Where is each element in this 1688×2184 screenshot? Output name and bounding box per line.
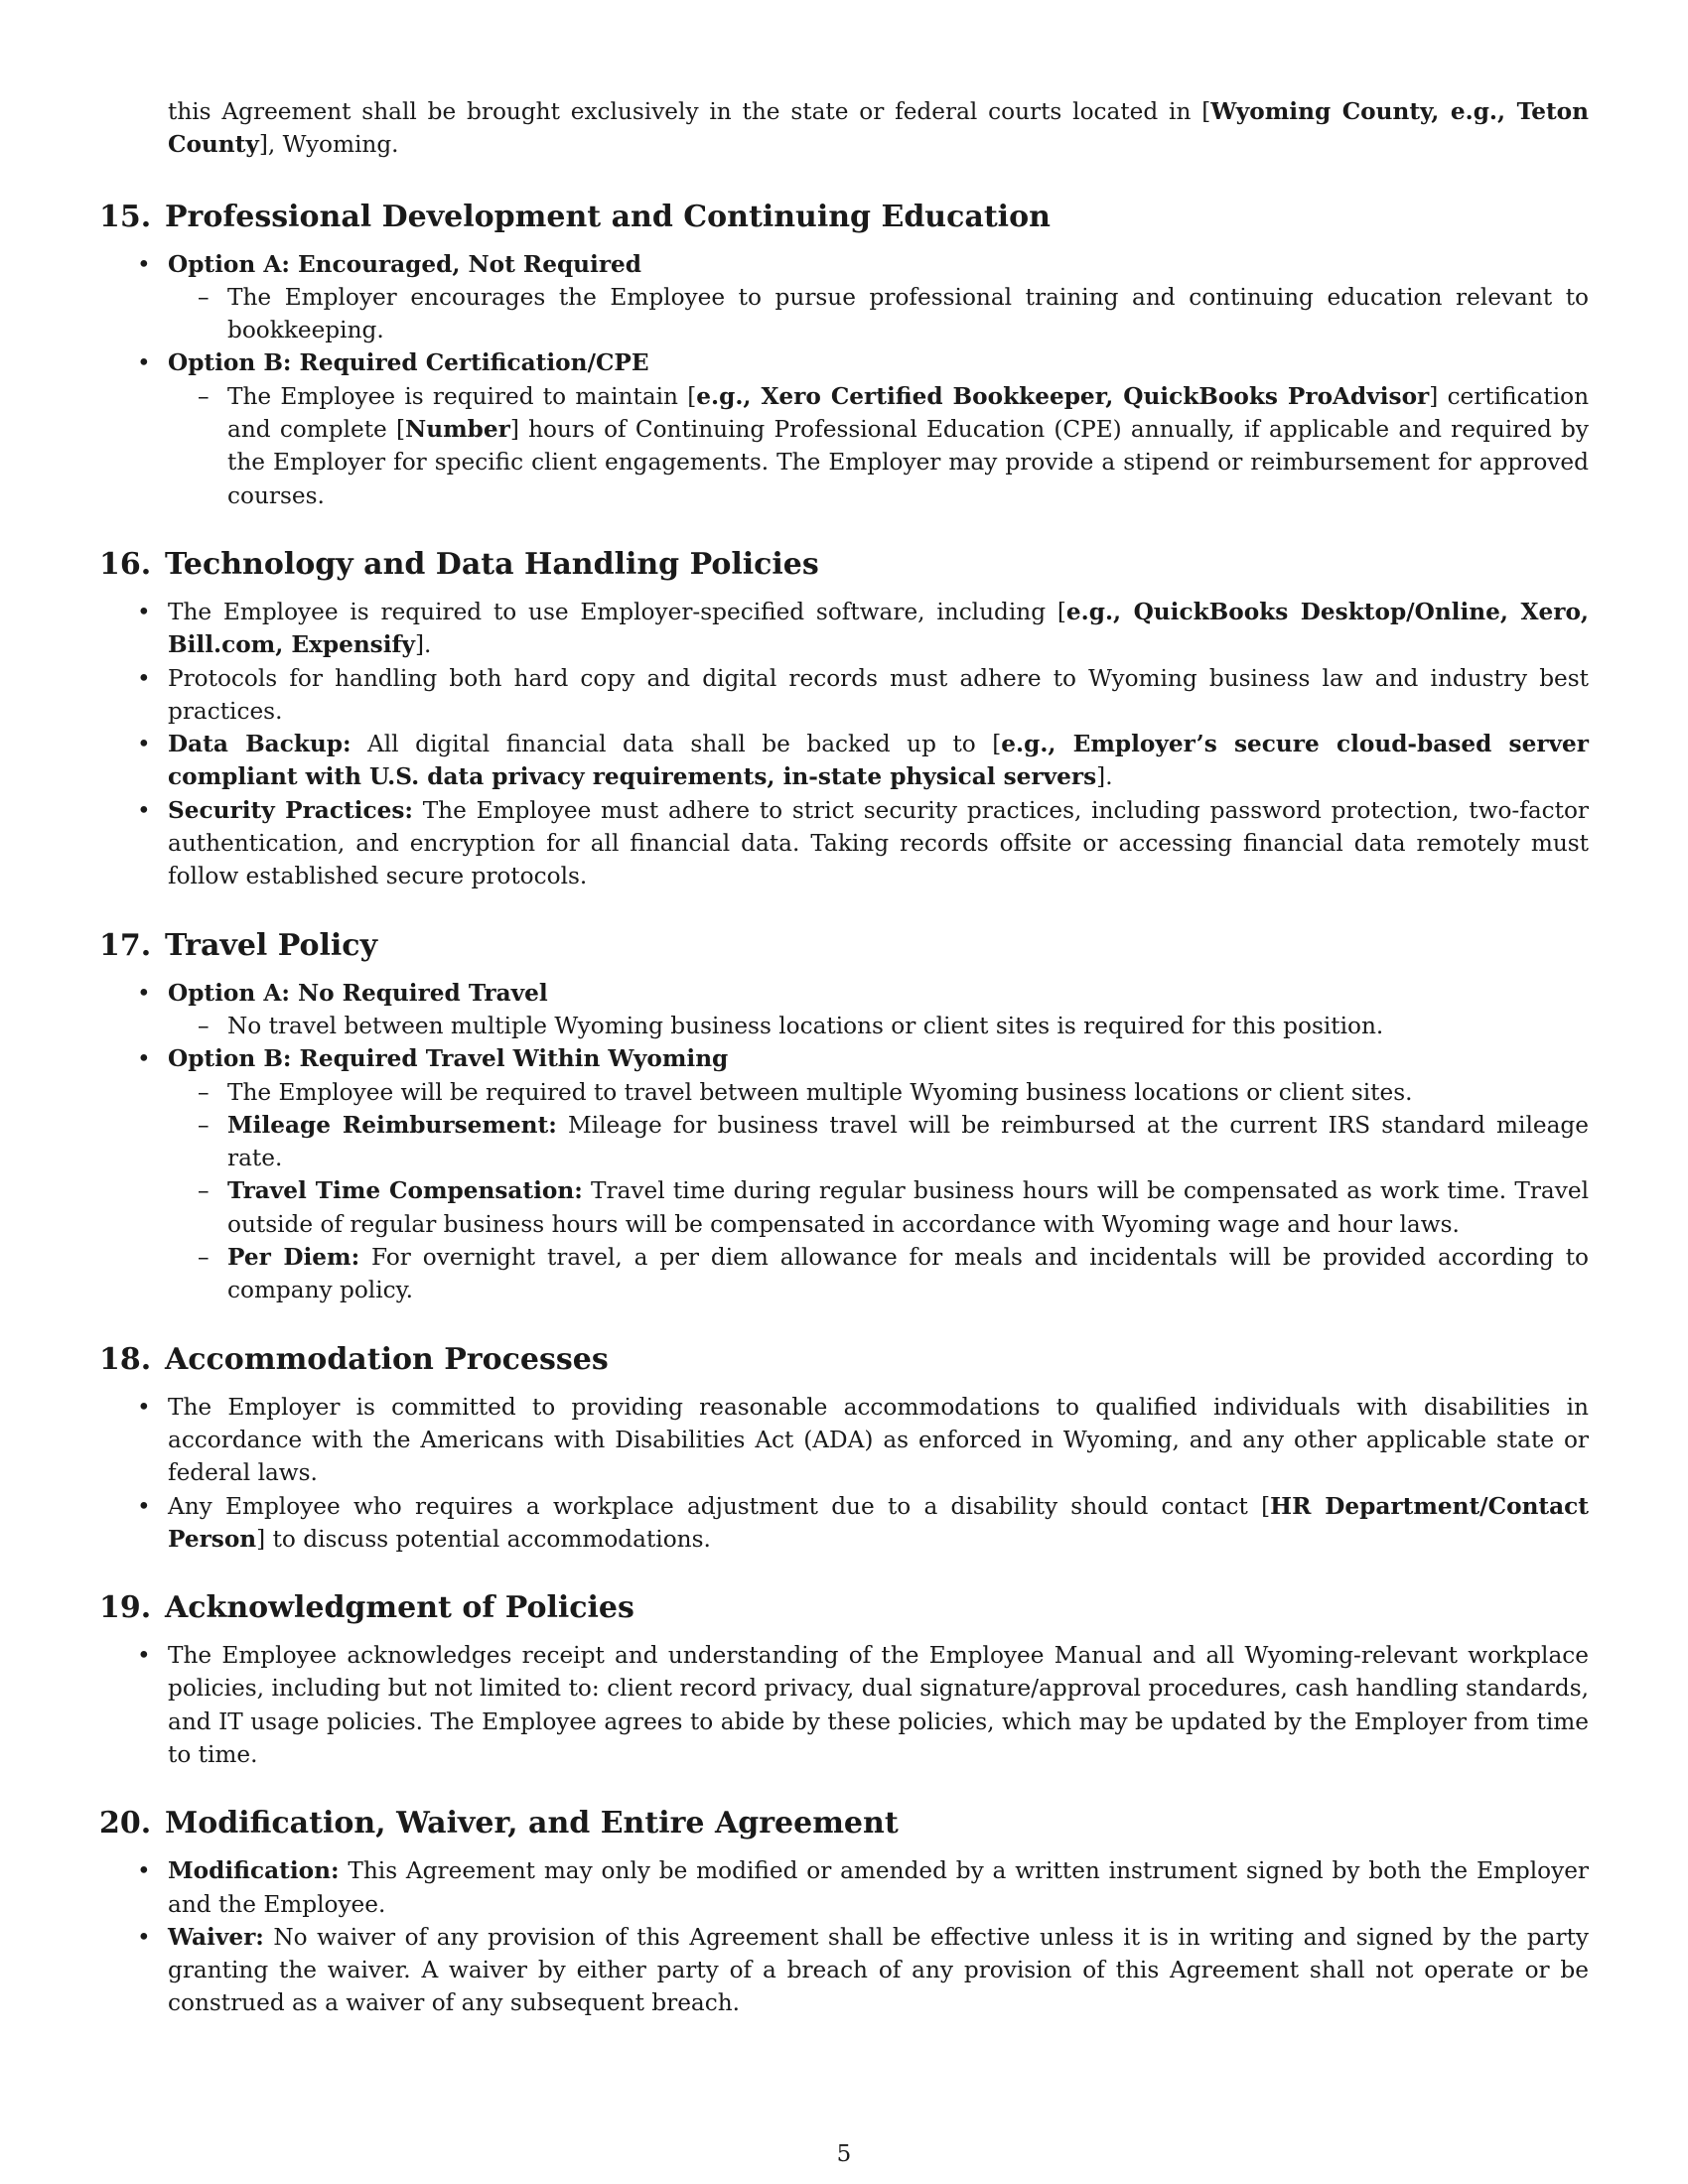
text-span: No waiver of any provision of this Agreement shall be effective unless it is in writing and signed by the party granting the waiver. A waiver by either party of a breach of any provision of this Agreement shall not operate or be construed as a waiver of any subsequent breach. — [168, 1923, 1589, 2017]
placeholder-bold: e.g., Employer’s secure cloud-based server compliant with U.S. data privacy requirements, in-state physical servers — [168, 731, 1589, 791]
text-span: this Agreement shall be brought exclusively in the state or federal courts located in [ — [168, 98, 1211, 125]
option-label: Option B: Required Certification/CPE — [168, 349, 649, 377]
section-title: Acknowledgment of Policies — [165, 1590, 634, 1626]
text-span: This Agreement may only be modified or amended by a written instrument signed by both the Employer and the Employee. — [168, 1857, 1589, 1918]
text-span: ]. — [1096, 763, 1113, 791]
text-span: Travel time during regular business hours will be compensated as work time. Travel outside of regular business hours will be compensated in accordance with Wyoming wage and hour laws. — [227, 1177, 1589, 1238]
list-item — [99, 1042, 1589, 1306]
section-19 — [99, 1588, 1589, 1771]
text-span: All digital financial data shall be backed up to [ — [351, 731, 1002, 758]
sub-list-item — [168, 1076, 1589, 1109]
section-title: Travel Policy — [165, 927, 377, 963]
sub-list — [168, 380, 1589, 512]
section-title: Accommodation Processes — [165, 1341, 609, 1377]
sub-list-item — [168, 1010, 1589, 1042]
list-item — [99, 596, 1589, 662]
continuation-paragraph — [168, 95, 1589, 162]
section-number: 20. — [99, 1806, 152, 1842]
section-heading — [99, 198, 1589, 237]
placeholder-bold: e.g., Xero Certified Bookkeeper, QuickBooks ProAdvisor — [696, 382, 1430, 410]
item-label: Modification: — [168, 1857, 340, 1885]
text-span: ], Wyoming. — [258, 131, 399, 159]
list-item — [99, 1391, 1589, 1490]
text-span: The Employer encourages the Employee to pursue professional training and continuing education relevant to bookkeeping. — [227, 283, 1589, 344]
text-span: ] to discuss potential accommodations. — [256, 1525, 711, 1553]
section-title: Modification, Waiver, and Entire Agreement — [165, 1806, 899, 1842]
list-item — [99, 794, 1589, 893]
text-span: The Employee is required to maintain [ — [227, 382, 697, 410]
bullet-list — [99, 1639, 1589, 1771]
item-label: Per Diem: — [227, 1244, 360, 1272]
section-title: Professional Development and Continuing Education — [165, 199, 1051, 234]
list-item — [99, 1639, 1589, 1771]
bullet-list — [99, 977, 1589, 1307]
sub-list — [168, 1076, 1589, 1307]
placeholder-bold: Wyoming County, e.g., Teton County — [168, 98, 1589, 159]
list-item — [99, 1490, 1589, 1557]
item-label: Travel Time Compensation: — [227, 1177, 583, 1205]
text-span: ]. — [415, 631, 432, 659]
bullet-list — [99, 248, 1589, 512]
list-item — [99, 248, 1589, 347]
placeholder-bold: Number — [405, 416, 510, 444]
section-number: 16. — [99, 546, 152, 582]
section-16 — [99, 545, 1589, 893]
text-span: For overnight travel, a per diem allowance for meals and incidentals will be provided according to company policy. — [227, 1244, 1589, 1304]
list-item — [99, 728, 1589, 794]
document-page — [99, 95, 1589, 2053]
list-item — [99, 346, 1589, 511]
text-span: The Employee must adhere to strict security practices, including password protection, two-factor authentication, and encryption for all financial data. Taking records offsite or accessing financial data remotely must follow established secure protocols. — [168, 796, 1589, 890]
sub-list-item — [168, 1174, 1589, 1241]
text-span: Any Employee who requires a workplace adjustment due to a disability should contact [ — [168, 1492, 1271, 1520]
item-label: Waiver: — [168, 1923, 264, 1951]
sub-list — [168, 281, 1589, 347]
section-18 — [99, 1340, 1589, 1556]
text-span: ] certification and complete [ — [227, 382, 1590, 444]
text-span: Mileage for business travel will be reimbursed at the current IRS standard mileage rate. — [227, 1111, 1589, 1172]
list-item — [99, 1854, 1589, 1921]
placeholder-bold: HR Department/Contact Person — [168, 1492, 1589, 1553]
section-number: 17. — [99, 927, 152, 963]
section-number: 15. — [99, 199, 152, 234]
option-label: Option A: No Required Travel — [168, 979, 548, 1007]
text-span: ] hours of Continuing Professional Education (CPE) annually, if applicable and required by the Employer for specific client engagements. The Employer may provide a stipend or reimbursement for approved courses. — [227, 416, 1589, 509]
list-item — [99, 977, 1589, 1043]
bullet-list — [99, 596, 1589, 893]
text-span: Protocols for handling both hard copy and digital records must adhere to Wyoming business law and industry best practices. — [168, 664, 1589, 725]
text-span: The Employee is required to use Employer-specified software, including [ — [168, 598, 1066, 625]
item-label: Data Backup: — [168, 731, 352, 758]
bullet-list — [99, 1391, 1589, 1556]
text-span: The Employer is committed to providing reasonable accommodations to qualified individuals with disabilities in accordance with the Americans with Disabilities Act (ADA) as enforced in Wyoming, and any other applicable state or federal laws. — [168, 1393, 1589, 1487]
text-span: The Employee will be required to travel between multiple Wyoming business locations or client sites. — [227, 1078, 1413, 1106]
list-item — [99, 662, 1589, 729]
bullet-list — [99, 1854, 1589, 2019]
section-title: Technology and Data Handling Policies — [165, 546, 819, 582]
section-heading — [99, 926, 1589, 966]
option-label: Option B: Required Travel Within Wyoming — [168, 1045, 729, 1073]
section-15 — [99, 198, 1589, 512]
text-span: The Employee acknowledges receipt and understanding of the Employee Manual and all Wyoming-relevant workplace policies, including but not limited to: client record privacy, dual signature/approval procedures, cash handling standards, and IT usage policies. The Employee agrees to abide by these policies, which may be updated by the Employer from time to time. — [168, 1642, 1589, 1768]
section-heading — [99, 1804, 1589, 1843]
list-item — [99, 1921, 1589, 2020]
sub-list — [168, 1010, 1589, 1042]
option-label: Option A: Encouraged, Not Required — [168, 250, 642, 278]
placeholder-bold: e.g., QuickBooks Desktop/Online, Xero, Bill.com, Expensify — [168, 598, 1589, 659]
item-label: Security Practices: — [168, 796, 413, 824]
section-heading — [99, 1340, 1589, 1380]
text-span: No travel between multiple Wyoming business locations or client sites is required for this position. — [227, 1012, 1384, 1039]
section-20 — [99, 1804, 1589, 2019]
section-17 — [99, 926, 1589, 1307]
section-number: 18. — [99, 1341, 152, 1377]
section-number: 19. — [99, 1590, 152, 1626]
sub-list-item — [168, 281, 1589, 347]
sub-list-item — [168, 1109, 1589, 1175]
item-label: Mileage Reimbursement: — [227, 1111, 557, 1139]
section-heading — [99, 1588, 1589, 1628]
sub-list-item — [168, 1241, 1589, 1307]
page-number: 5 — [836, 2141, 852, 2167]
sub-list-item — [168, 380, 1589, 512]
section-heading — [99, 545, 1589, 585]
